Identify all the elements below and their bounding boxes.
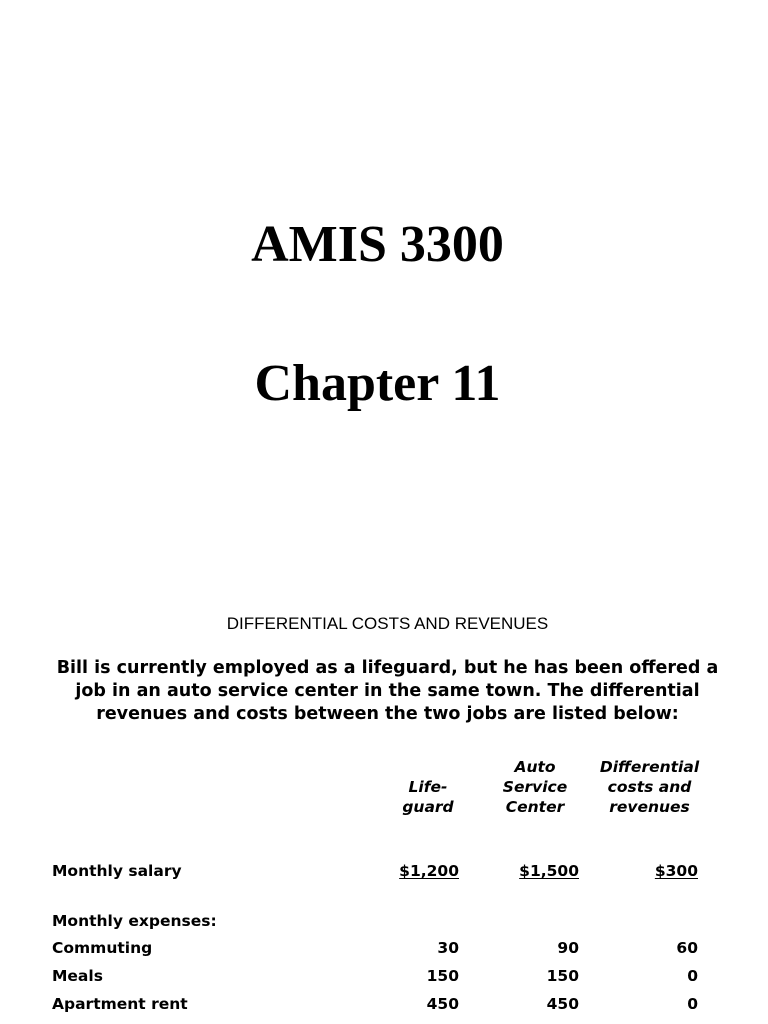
table-row-monthly-expenses <box>52 910 702 932</box>
row-label: Commuting <box>52 939 153 957</box>
row-label: Meals <box>52 967 103 985</box>
intro-paragraph: Bill is currently employed as a lifeguard, but he has been offered a job in an auto service center in the same town. The differential revenues and costs between the two jobs are listed below: <box>56 658 719 724</box>
lifeguard-value: $1,200 <box>399 862 459 880</box>
differential-value: 0 <box>687 995 698 1013</box>
table-row-apartment-rent <box>52 993 702 1015</box>
table-row-meals <box>52 965 702 987</box>
table-row-commuting <box>52 937 702 959</box>
auto-service-value: 150 <box>546 967 579 985</box>
row-label: Apartment rent <box>52 995 188 1013</box>
course-title: AMIS 3300 <box>251 216 504 273</box>
auto-service-value: $1,500 <box>519 862 579 880</box>
lifeguard-value: 30 <box>437 939 459 957</box>
column-header-auto-service-center: Auto Service Center <box>502 758 568 816</box>
column-header-differential: Differential costs and revenues <box>599 758 700 816</box>
differential-value: $300 <box>654 862 698 880</box>
lifeguard-value: 150 <box>426 967 459 985</box>
chapter-title: Chapter 11 <box>254 355 501 412</box>
auto-service-value: 90 <box>557 939 579 957</box>
differential-value: 60 <box>676 939 698 957</box>
section-heading: DIFFERENTIAL COSTS AND REVENUES <box>226 614 549 633</box>
auto-service-value: 450 <box>546 995 579 1013</box>
row-label: Monthly salary <box>52 862 182 880</box>
row-label: Monthly expenses: <box>52 912 217 930</box>
differential-value: 0 <box>687 967 698 985</box>
lifeguard-value: 450 <box>426 995 459 1013</box>
column-header-lifeguard: Life- guard <box>402 778 454 816</box>
table-row-monthly-salary <box>52 860 702 882</box>
